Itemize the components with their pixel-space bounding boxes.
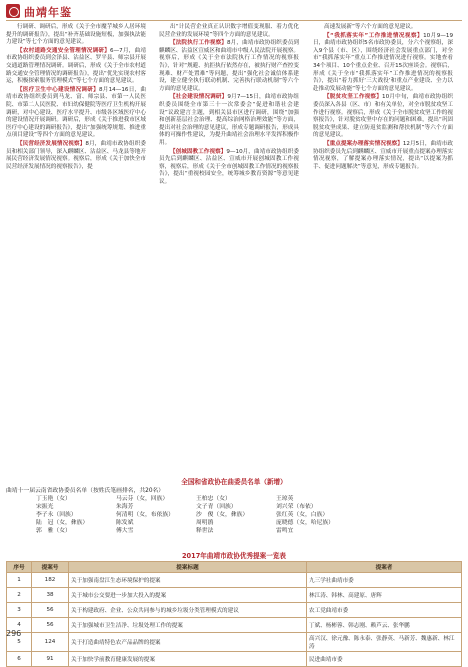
member-name: 陆 冠（女，彝族）: [36, 520, 89, 526]
proposal-table: [6, 561, 462, 667]
paragraph-text: 10月中旬，曲靖市政协组织委员深入各县（区、市）和有关单位，对全市脱贫攻坚工作进行视察。视察后，形成《关于全市脱贫攻坚工作的视察报告》，针对脱贫攻坚中存在的问题和困难，提出“巩固脱贫攻坚成果、建立防返贫监测和帮扶机制”等六个方面的意见建议。: [313, 94, 453, 139]
member-name: 周明鹃: [196, 520, 214, 526]
member-list-intro: 曲靖十一届云南省政协委员名单（按姓氏笔画排名，共20名）: [6, 488, 165, 494]
member-name: 丁玉艳（女）: [36, 496, 71, 502]
member-name: 雷鸣宜: [276, 528, 294, 534]
section-heading: 【医疗卫生中心建设情况调研】: [17, 86, 99, 93]
cell-proposal-title: 关于加强南盘江生态环境保护的提案: [69, 573, 307, 588]
member-list-title: 全国和省政协在曲委员名单（新增）: [181, 478, 287, 486]
member-name: 沙 俊（女，彝族）: [196, 512, 249, 518]
proposal-table-title: 2017年曲靖市政协优秀提案一览表: [181, 552, 287, 560]
paragraph-text: 8月，曲靖市政协组织委员和相关部门领导，深入麒麟区、沾益区、马龙县等地开展民营经济发展情况视察。视察后，形成《关于加快全市民营经济发展情况的视察报告》，提: [6, 140, 146, 170]
cell-serial: 6: [7, 652, 32, 667]
paragraph: [159, 40, 299, 93]
member-name: [356, 527, 436, 535]
table-row: [7, 633, 462, 652]
paragraph: [6, 87, 146, 140]
table-body: [7, 573, 462, 667]
member-name: 王柏忠（女）: [196, 496, 231, 502]
table-row: [7, 588, 462, 603]
section-heading: 【农村道路交通安全管理情况调研】: [17, 47, 111, 54]
member-name: [356, 495, 436, 503]
cell-proposer: 高兴汉、徐元豫、陈永泰、张静英、马新芳、魏惠新、林江涛: [307, 633, 462, 652]
member-name: 李子永（回族）: [36, 512, 77, 518]
yearbook-brand-title: 曲靖年鉴: [24, 6, 72, 19]
cell-serial: 4: [7, 618, 32, 633]
paragraph-text: 出“计民营企业真正认识数字增值变现服、着力优化民营企业的发展环境”等四个方面的意见建议。: [159, 24, 299, 38]
cell-proposer: 九三学社曲靖市委: [307, 573, 462, 588]
member-name: 宋振光: [36, 504, 54, 510]
member-name: 何清明（女，布依族）: [116, 512, 174, 518]
section-heading: 【社会建设情况调研】: [170, 94, 228, 101]
table-row: [7, 652, 462, 667]
cell-proposer: 林江涛、韩林、高建原、唐辉: [307, 588, 462, 603]
paragraph: [159, 149, 299, 187]
header-divider: [6, 20, 462, 21]
cell-proposer: 民进曲靖市委: [307, 652, 462, 667]
paragraph-text: 6—7月，曲靖市政协组织委员到会泽县、沾益区、罗平县、师宗县开展交通道路管理情况调研。调研后，形成《关于全市农村道路交通安全管理情况的调研报告》，提出“优先实现农村客运，积极探索服务管理模式”等七个方面的意见建议。: [6, 47, 146, 85]
cell-serial: 3: [7, 603, 32, 618]
table-row: [7, 618, 462, 633]
paragraph-text: 12月5日，曲靖市政协组织委员先后到麒麟区、宣威市开展重点提案办理落实情况视察，了解提案办理落实情况，提出“以提案为抓手、促进问题解决”等意见，形成专题报告。: [313, 140, 453, 170]
member-name: 朱海芳: [116, 504, 134, 510]
text-column-2: [159, 24, 299, 187]
paragraph: [159, 94, 299, 147]
section-heading: 【脱贫攻坚工作视察】: [324, 94, 383, 101]
table-header-row: [7, 562, 462, 573]
cell-proposal-no: 56: [32, 618, 69, 633]
member-name: 张红英（女，白族）: [276, 512, 329, 518]
cell-proposal-no: 56: [32, 603, 69, 618]
member-name: [356, 519, 436, 527]
member-list-section: [6, 478, 462, 535]
member-name: 庞晓德（女，哈尼族）: [276, 520, 334, 526]
member-name: [356, 511, 436, 519]
paragraph-text: 高速发展新”等六个方面的意见建议。: [324, 24, 417, 30]
cell-proposal-no: 124: [32, 633, 69, 652]
cell-proposal-title: 关于打造曲靖特色农产品品牌的提案: [69, 633, 307, 652]
paragraph: [6, 48, 146, 86]
yearbook-logo-icon: [6, 4, 20, 18]
paragraph: [313, 33, 453, 94]
paragraph: [6, 141, 146, 171]
cell-proposer: 丁斌、杨彬蓉、韩志刚、赖芦云、张华鹏: [307, 618, 462, 633]
section-heading: 【民营经济发展情况视察】: [17, 140, 86, 147]
paragraph-text: 行调研、调研后，形成《关于全市魔芋城乡人居环境提升的调研报告》，提出“补齐基础设施短板，加强执法能力建设”等七个方面的意见建议。: [6, 24, 146, 46]
paragraph: [6, 24, 146, 47]
col-header-serial: 序号: [7, 562, 32, 573]
member-name: [356, 503, 436, 511]
cell-proposal-title: 关于城市公交要进一步加大投入的提案: [69, 588, 307, 603]
paragraph-text: 9月7—15日，曲靖市政协组织委员围绕全市第三十一次常委会“促进和谐社会建设”议政建言主题，到相关县市区进行调研，围绕“加强和创新基层社会治理、提高综治网格治理效能”等方面，提出对社会治理的意见建议，形成专题调研报告，形成具体的可操作性建议，为提升曲靖社会治理水平发挥积极作用。: [159, 94, 299, 146]
member-name: 刘兴荣（布依）: [276, 504, 317, 510]
member-name: 郭 雅（女）: [36, 528, 71, 534]
paragraph-text: 8月14—16日，曲靖市政协组织委员到马龙、富、师宗县、市第一人民医院、市第二人民医院、市妇幼保健院等医疗卫生机构开展调研，对中心建设、医疗水平提升、市级各区域医疗中心的建设情况开展调研。调研后，形成《关于推进我市区域医疗中心建设的调研报告》，提出“加强统筹规划、推进重点项目建设”等四个方面的意见建议。: [6, 86, 146, 139]
section-heading: 【创城固教工作视察】: [170, 148, 227, 155]
cell-serial: 1: [7, 573, 32, 588]
section-heading: 【“我抓落实年”工作推进情况视察】: [324, 32, 424, 39]
text-column-3: [313, 24, 453, 172]
table-row: [7, 573, 462, 588]
cell-proposal-no: 182: [32, 573, 69, 588]
col-header-proposal-no: 提案号: [32, 562, 69, 573]
member-name: 傅大雪: [116, 528, 134, 534]
page-header: [0, 0, 468, 20]
col-header-proposal-title: 提案标题: [69, 562, 307, 573]
paragraph: [313, 24, 453, 32]
cell-proposal-no: 38: [32, 588, 69, 603]
cell-proposal-title: 关于加强城市卫生洁净、垃圾处理工作的提案: [69, 618, 307, 633]
paragraph: [159, 24, 299, 39]
member-name: 释世法: [196, 528, 214, 534]
cell-proposer: 农工党曲靖市委: [307, 603, 462, 618]
cell-proposal-title: 关于加快学前教育健康发展的提案: [69, 652, 307, 667]
member-name-grid: [36, 495, 436, 535]
cell-serial: 2: [7, 588, 32, 603]
cell-proposal-title: 关于构建政府、企业、公众共同参与的城乡垃圾分类管理模式的建议: [69, 603, 307, 618]
cell-proposal-no: 91: [32, 652, 69, 667]
paragraph: [313, 141, 453, 171]
member-name: 马云芬（女，回族）: [116, 496, 169, 502]
paragraph-text: 8月，曲靖市政协组织委员到麒麟区、沾益区宣威区和曲靖市中级人民法院开展视察。视察后，形成《关于全市法院执行工作情况的视察报告》，针对“规避、抗拒执行依然存在，被执行财产查控变现难、财产处置难”等问题，提出“强化社会诚信体系建设，建立健全执行联动机制、完善执行联动机制”等六个方面的意见建议。: [159, 40, 299, 92]
paragraph-text: 9—10月，曲靖市政协组织委员先后到麒麟区、沾益区、宣威市开展创城固教工作视察，视察后，形成《关于全市创城固教工作情况的视察报告》，提出“重视校园安全，统筹城乡教育资源”等意见建议。: [159, 148, 299, 185]
cell-serial: 5: [7, 633, 32, 652]
section-heading: 【重点提案办理落实情况视察】: [324, 140, 403, 147]
col-header-proposer: 提案者: [307, 562, 462, 573]
text-column-1: [6, 24, 146, 172]
paragraph: [313, 94, 453, 140]
member-name: 王琼英: [276, 496, 294, 502]
page-number: 296: [6, 629, 22, 638]
paragraph-text: 10月9—19日，曲靖市政协组织5名市政协委员，分六个视察组，深入9个县（市、区），围绕经济社会发展重点部门，对全市“我抓落实年”重点工作推进情况进行视察。实地查看34个项目、10个重点企业、召开15次座谈会。视察后，形成《关于全市“我抓落实年”工作推进情况的视察报告》，提出“着力抓好‘三大战役’和重点产业建设、全力以赴推动发展动能”等七个方面的意见建议。: [313, 32, 453, 92]
member-name: 文子青（回族）: [196, 504, 237, 510]
section-heading: 【法院执行工作视察】: [170, 40, 228, 47]
member-name: 陈发斌: [116, 520, 134, 526]
table-row: [7, 603, 462, 618]
